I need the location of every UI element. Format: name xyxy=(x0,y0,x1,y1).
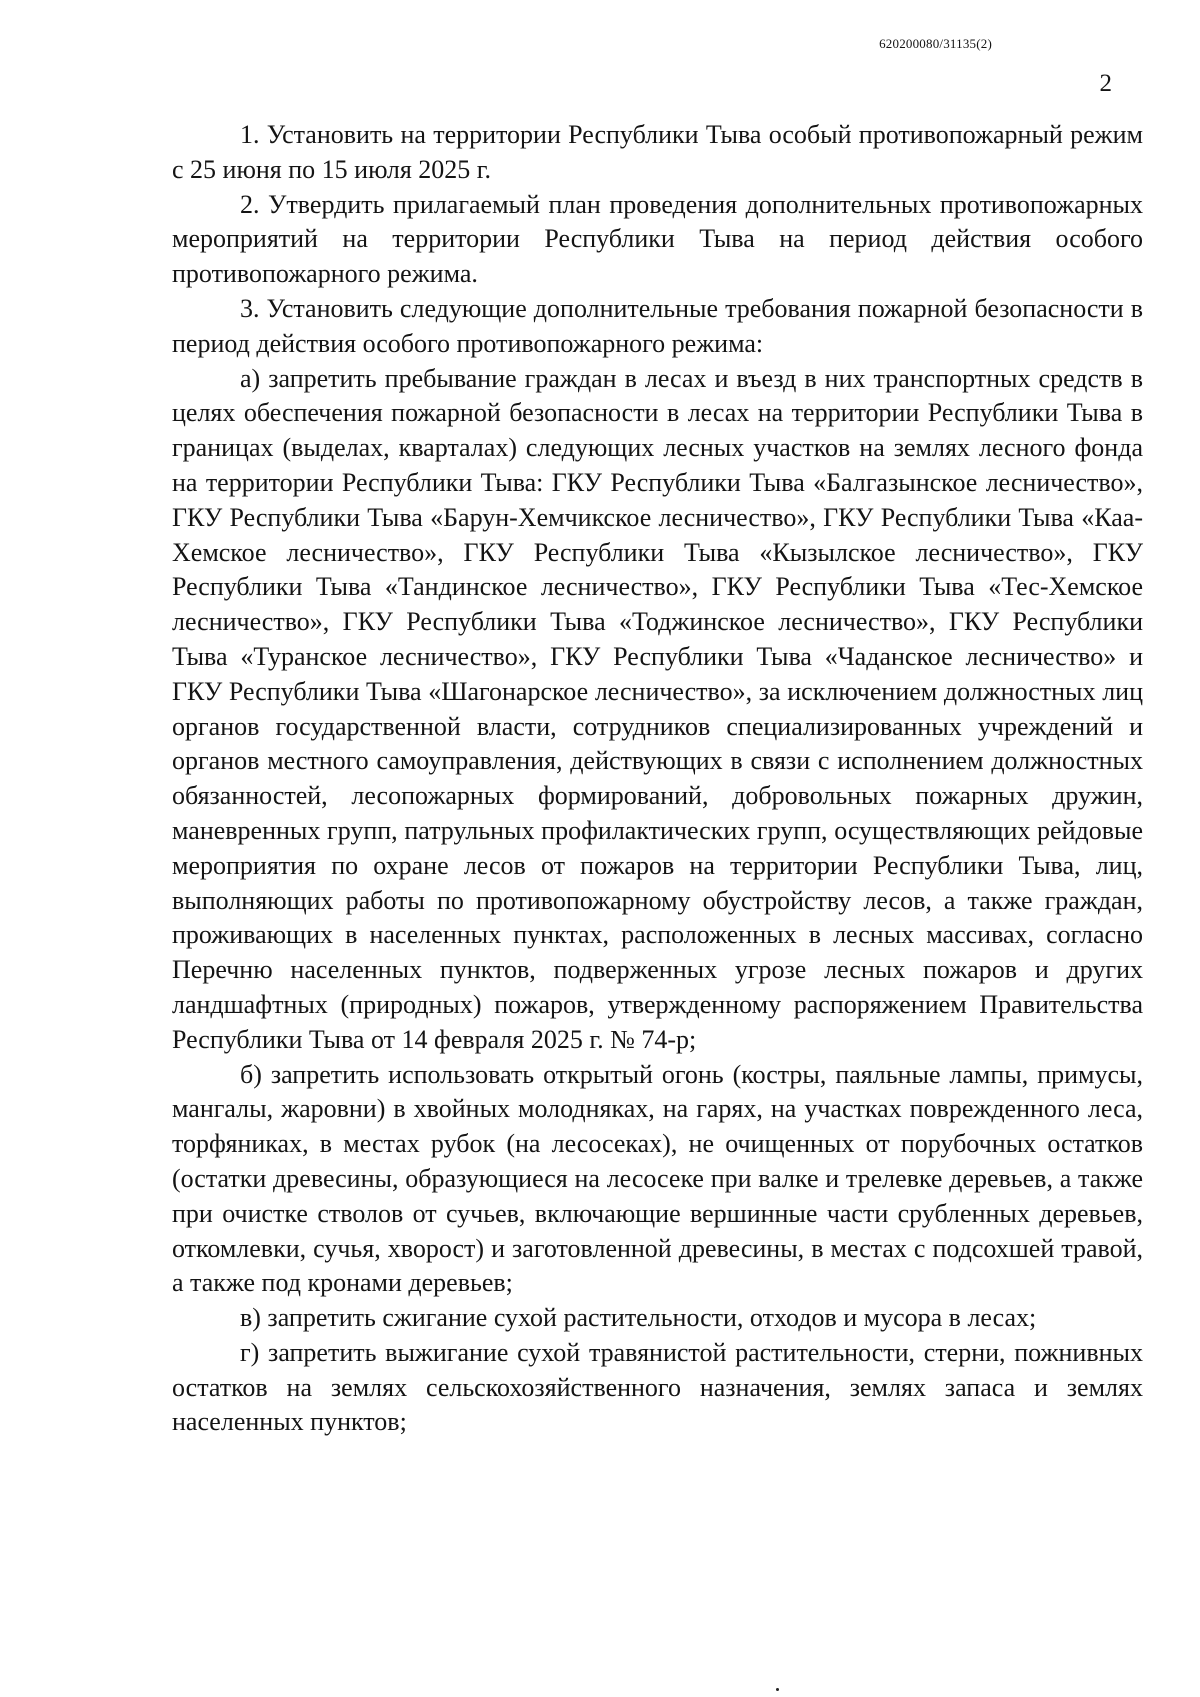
paragraph-3g: г) запретить выжигание сухой травянистой растительности, стерни, пожнивных остатков на землях сельскохозяйственного назначения, землях запаса и землях населенных пунктов; xyxy=(172,1337,1143,1437)
paragraph-2: 2. Утвердить прилагаемый план проведения дополнительных противопожарных мероприятий на территории Республики Тыва на период действия особого противопожарного режима. xyxy=(172,189,1143,289)
paragraph-3v: в) запретить сжигание сухой растительности, отходов и мусора в лесах; xyxy=(240,1303,1037,1333)
paragraph-3b: б) запретить использовать открытый огонь (костры, паяльные лампы, примусы, мангалы, жаровни) в хвойных молодняках, на гарях, на участках поврежденного леса, торфяниках, в местах рубок (на лесосеках), не очищенных от порубочных остатков (остатки древесины, образующиеся на лесосеке при валке и трелевке деревьев, а также при очистке стволов от сучьев, включающие вершинные части срубленных деревьев, откомлевки, сучья, хворост) и заготовленной древесины, в местах с подсохшей травой, а также под кронами деревьев; xyxy=(172,1059,1143,1298)
scan-speck xyxy=(776,1688,779,1691)
paragraph-3: 3. Установить следующие дополнительные требования пожарной безопасности в период действия особого противопожарного режима: xyxy=(172,293,1143,358)
document-body xyxy=(172,118,1143,1440)
paragraph-1: 1. Установить на территории Республики Тыва особый противопожарный режим с 25 июня по 15 июля 2025 г. xyxy=(172,120,1143,184)
paragraph-3a: а) запретить пребывание граждан в лесах и въезд в них транспортных средств в целях обеспечения пожарной безопасности в лесах на территории Республики Тыва в границах (выделах, кварталах) следующих лесных участков на землях лесного фонда на территории Республики Тыва: ГКУ Республики Тыва «Балгазынское лесничество», ГКУ Республики Тыва «Барун-Хемчикское лесничество», ГКУ Республики Тыва «Каа-Хемское лесничество», ГКУ Республики Тыва «Кызылское лесничество», ГКУ Республики Тыва «Тандинское лесничество», ГКУ Республики Тыва «Тес-Хемское лесничество», ГКУ Республики Тыва «Тоджинское лесничество», ГКУ Республики Тыва «Туранское лесничество», ГКУ Республики Тыва «Чаданское лесничество» и ГКУ Республики Тыва «Шагонарское лесничество», за исключением должностных лиц органов государственной власти, сотрудников специализированных учреждений и органов местного самоуправления, действующих в связи с исполнением должностных обязанностей, лесопожарных формирований, добровольных пожарных дружин, маневренных групп, патрульных профилактических групп, осуществляющих рейдовые мероприятия по охране лесов от пожаров на территории Республики Тыва, лиц, выполняющих работы по противопожарному обустройству лесов, а также граждан, проживающих в населенных пунктах, расположенных в лесных массивах, согласно Перечню населенных пунктов, подверженных угрозе лесных пожаров и других ландшафтных (природных) пожаров, утвержденному распоряжением Правительства Республики Тыва от 14 февраля 2025 г. № 74-р; xyxy=(172,363,1143,1054)
page-number: 2 xyxy=(1099,70,1112,97)
document-code: 620200080/31135(2) xyxy=(879,36,992,51)
